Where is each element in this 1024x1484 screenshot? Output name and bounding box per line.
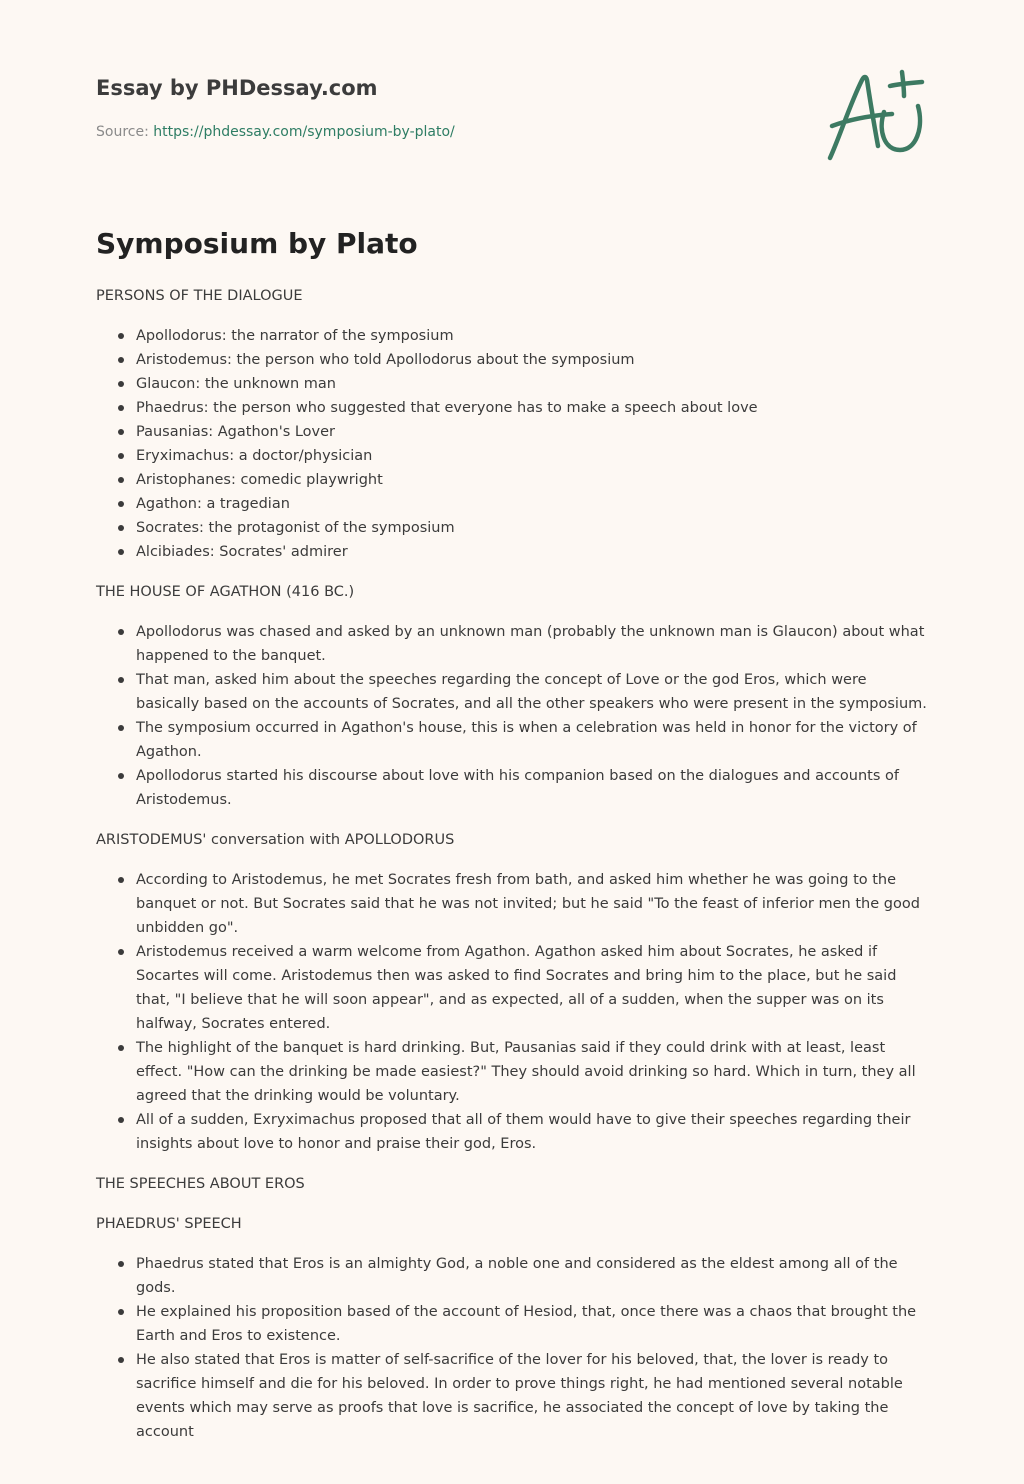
essay-content bbox=[96, 226, 932, 1460]
list-item: Agathon: a tragedian bbox=[136, 492, 932, 516]
list-item: He explained his proposition based of the account of Hesiod, that, once there was a chaos that brought the Earth and Eros to existence. bbox=[136, 1300, 932, 1348]
persons-list bbox=[96, 324, 932, 564]
list-item: All of a sudden, Exryximachus proposed that all of them would have to give their speeches regarding their insights about love to honor and praise their god, Eros. bbox=[136, 1108, 932, 1156]
list-item: The symposium occurred in Agathon's house, this is when a celebration was held in honor for the victory of Agathon. bbox=[136, 716, 932, 764]
list-item: Aristodemus: the person who told Apollodorus about the symposium bbox=[136, 348, 932, 372]
list-item: Apollodorus started his discourse about love with his companion based on the dialogues and accounts of Aristodemus. bbox=[136, 764, 932, 812]
list-item: He also stated that Eros is matter of self-sacrifice of the lover for his beloved, that, the lover is ready to sacrifice himself and die for his beloved. In order to prove things right, he had mentioned several notable events which may serve as proofs that love is sacrifice, he associated the concept of love by taking the account bbox=[136, 1348, 932, 1444]
document-title: Symposium by Plato bbox=[96, 227, 418, 260]
source-label: Source: bbox=[96, 124, 154, 140]
list-item: That man, asked him about the speeches regarding the concept of Love or the god Eros, which were basically based on the accounts of Socrates, and all the other speakers who were present in the symposium. bbox=[136, 668, 932, 716]
house-of-agathon-list bbox=[96, 620, 932, 812]
list-item: According to Aristodemus, he met Socrates fresh from bath, and asked him whether he was going to the banquet or not. But Socrates said that he was not invited; but he said "To the feast of inferior men the good unbidden go". bbox=[136, 868, 932, 940]
list-item: Glaucon: the unknown man bbox=[136, 372, 932, 396]
source-link[interactable]: https://phdessay.com/symposium-by-plato/ bbox=[153, 124, 455, 140]
list-item: Aristophanes: comedic playwright bbox=[136, 468, 932, 492]
phaedrus-speech-list bbox=[96, 1252, 932, 1444]
section-heading: THE HOUSE OF AGATHON (416 BC.) bbox=[96, 584, 355, 600]
section-heading: PHAEDRUS' SPEECH bbox=[96, 1216, 242, 1232]
list-item: Eryximachus: a doctor/physician bbox=[136, 444, 932, 468]
list-item: Apollodorus was chased and asked by an unknown man (probably the unknown man is Glaucon) about what happened to the banquet. bbox=[136, 620, 932, 668]
list-item: Aristodemus received a warm welcome from Agathon. Agathon asked him about Socrates, he asked if Socartes will come. Aristodemus then was asked to find Socrates and bring him to the place, but he said that, "I believe that he will soon appear", and as expected, all of a sudden, when the supper was on its halfway, Socrates entered. bbox=[136, 940, 932, 1036]
section-heading: THE SPEECHES ABOUT EROS bbox=[96, 1176, 305, 1192]
conversation-list bbox=[96, 868, 932, 1156]
list-item: Pausanias: Agathon's Lover bbox=[136, 420, 932, 444]
list-item: Alcibiades: Socrates' admirer bbox=[136, 540, 932, 564]
list-item: Socrates: the protagonist of the symposium bbox=[136, 516, 932, 540]
list-item: Phaedrus: the person who suggested that everyone has to make a speech about love bbox=[136, 396, 932, 420]
list-item: Phaedrus stated that Eros is an almighty God, a noble one and considered as the eldest among all of the gods. bbox=[136, 1252, 932, 1300]
section-heading: PERSONS OF THE DIALOGUE bbox=[96, 288, 303, 304]
a-plus-logo-icon bbox=[818, 66, 930, 166]
site-title: Essay by PHDessay.com bbox=[96, 76, 378, 100]
list-item: Apollodorus: the narrator of the symposium bbox=[136, 324, 932, 348]
source-line bbox=[96, 124, 455, 140]
list-item: The highlight of the banquet is hard drinking. But, Pausanias said if they could drink with at least, least effect. "How can the drinking be made easiest?" They should avoid drinking so hard. Which in turn, they all agreed that the drinking would be voluntary. bbox=[136, 1036, 932, 1108]
section-heading: ARISTODEMUS' conversation with APOLLODORUS bbox=[96, 832, 455, 848]
